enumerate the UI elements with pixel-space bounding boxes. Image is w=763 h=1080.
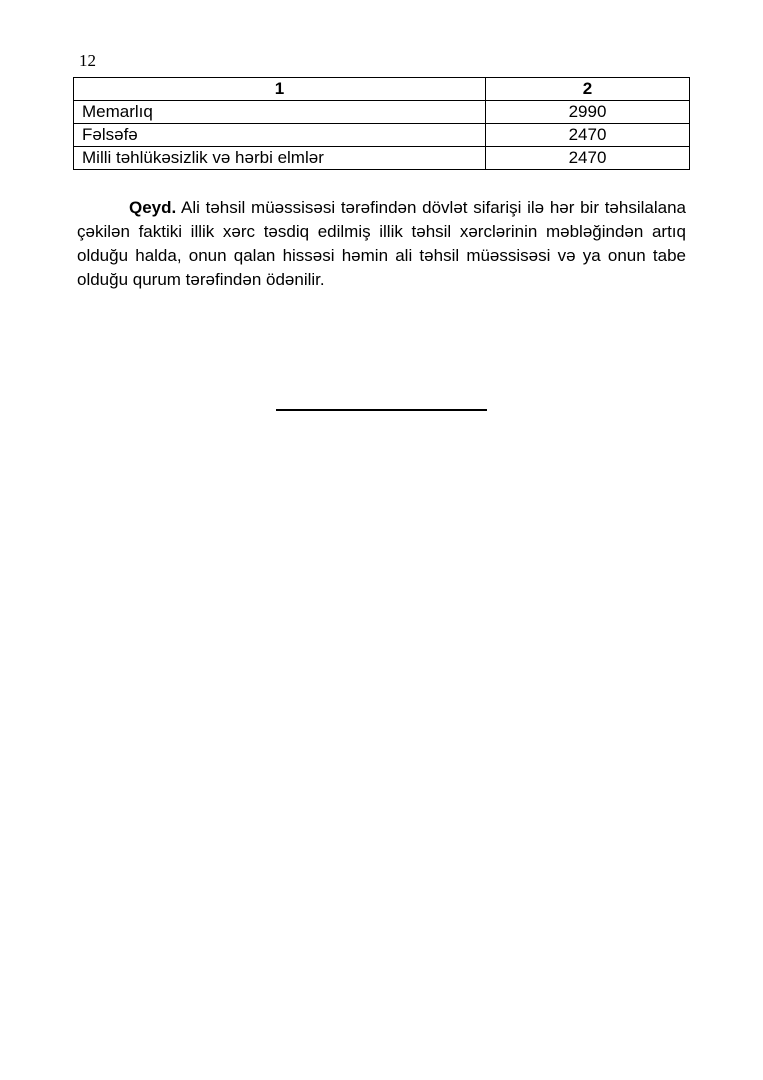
table-row	[74, 101, 690, 124]
row-value-cell: 2470	[486, 124, 690, 147]
page-number: 12	[79, 51, 96, 70]
row-value-cell: 2470	[486, 147, 690, 170]
table-header-row	[74, 78, 690, 101]
note-text: Ali təhsil müəssisəsi tərəfindən dövlət sifarişi ilə hər bir təhsilalana çəkilən faktiki illik xərc təsdiq edilmiş illik təhsil xərclərinin məbləğindən artıq olduğu halda, onun qalan hissəsi həmin ali təhsil müəssisəsi və ya onun tabe olduğu qurum tərəfindən ödənilir.	[77, 198, 686, 289]
end-separator-line	[276, 409, 487, 411]
table-header-cell: 1	[74, 78, 486, 101]
table-header-cell: 2	[486, 78, 690, 101]
data-table	[73, 77, 690, 170]
row-name-cell: Memarlıq	[74, 101, 486, 124]
note-label: Qeyd.	[129, 198, 177, 217]
table-row	[74, 124, 690, 147]
row-name-cell: Fəlsəfə	[74, 124, 486, 147]
row-value-cell: 2990	[486, 101, 690, 124]
table-row	[74, 147, 690, 170]
row-name-cell: Milli təhlükəsizlik və hərbi elmlər	[74, 147, 486, 170]
note-paragraph	[77, 196, 686, 292]
